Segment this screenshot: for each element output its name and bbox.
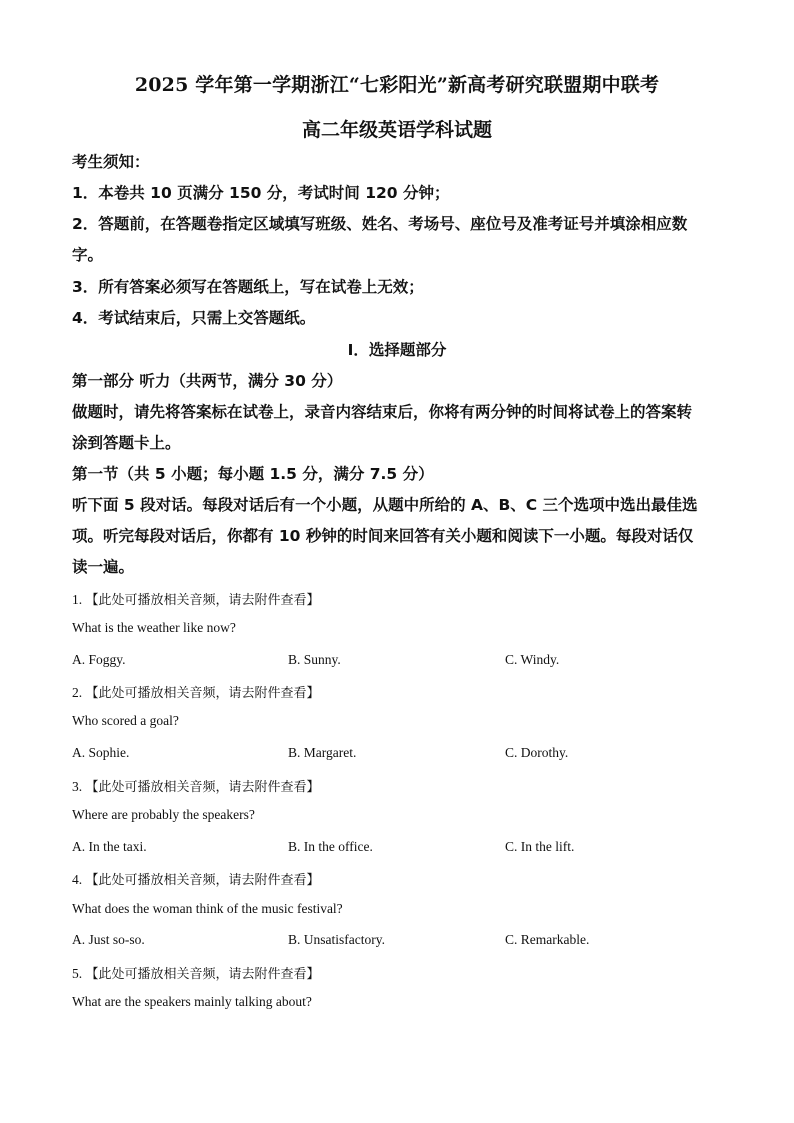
question-2-option-a: A. Sophie. <box>72 745 130 760</box>
notice-item-3: 3．所有答案必须写在答题纸上，写在试卷上无效； <box>72 278 424 296</box>
question-4-text: What does the woman think of the music festival? <box>72 901 343 916</box>
subsection1-instruction-1: 听下面 5 段对话。每段对话后有一个小题，从题中所给的 A、B、C 三个选项中选出最佳选 <box>72 496 698 514</box>
question-3-option-c: C. In the lift. <box>505 839 575 854</box>
exam-title: 2025 学年第一学期浙江“七彩阳光”新高考研究联盟期中联考 <box>134 74 660 96</box>
question-4-audio <box>72 869 320 888</box>
audio-placeholder: 【此处可播放相关音频，请去附件查看】 <box>85 967 320 982</box>
audio-placeholder: 【此处可播放相关音频，请去附件查看】 <box>85 780 320 795</box>
question-4-option-c: C. Remarkable. <box>505 932 590 947</box>
question-2-audio <box>72 682 320 701</box>
question-4-number: 4. <box>72 872 83 887</box>
question-2-option-b: B. Margaret. <box>288 745 357 760</box>
question-3-audio <box>72 776 320 795</box>
subsection1-heading: 第一节（共 5 小题；每小题 1.5 分，满分 7.5 分） <box>72 465 434 483</box>
notice-item-1: 1．本卷共 10 页满分 150 分，考试时间 120 分钟； <box>72 184 450 202</box>
question-1-number: 1. <box>72 592 83 607</box>
question-1-option-c: C. Windy. <box>505 652 560 667</box>
question-5-audio <box>72 963 320 982</box>
notice-item-2-cont: 字。 <box>72 246 104 264</box>
question-5-number: 5. <box>72 966 83 981</box>
part1-instruction-1: 做题时，请先将答案标在试卷上，录音内容结束后，你将有两分钟的时间将试卷上的答案转 <box>72 403 693 421</box>
question-2-text: Who scored a goal? <box>72 713 179 728</box>
question-1-option-a: A. Foggy. <box>72 652 126 667</box>
subsection1-instruction-3: 读一遍。 <box>72 558 135 576</box>
audio-placeholder: 【此处可播放相关音频，请去附件查看】 <box>85 686 320 701</box>
question-3-option-a: A. In the taxi. <box>72 839 147 854</box>
part1-heading: 第一部分 听力（共两节，满分 30 分） <box>72 372 343 390</box>
audio-placeholder: 【此处可播放相关音频，请去附件查看】 <box>85 873 320 888</box>
audio-placeholder: 【此处可播放相关音频，请去附件查看】 <box>85 593 320 608</box>
part1-instruction-2: 涂到答题卡上。 <box>72 434 181 452</box>
subsection1-instruction-2: 项。听完每段对话后，你都有 10 秒钟的时间来回答有关小题和阅读下一小题。每段对话仅 <box>72 527 694 545</box>
notice-heading: 考生须知： <box>72 153 150 171</box>
exam-subtitle: 高二年级英语学科试题 <box>301 119 492 141</box>
question-1-text: What is the weather like now? <box>72 620 236 635</box>
question-1-audio <box>72 589 320 608</box>
section-title: Ⅰ．选择题部分 <box>347 341 447 359</box>
question-4-option-b: B. Unsatisfactory. <box>288 932 385 947</box>
question-4-option-a: A. Just so-so. <box>72 932 145 947</box>
question-3-number: 3. <box>72 779 83 794</box>
notice-item-2: 2．答题前，在答题卷指定区域填写班级、姓名、考场号、座位号及准考证号并填涂相应数 <box>72 215 688 233</box>
question-1-option-b: B. Sunny. <box>288 652 341 667</box>
question-5-text: What are the speakers mainly talking about? <box>72 994 312 1009</box>
notice-item-4: 4．考试结束后，只需上交答题纸。 <box>72 309 316 327</box>
question-2-option-c: C. Dorothy. <box>505 745 569 760</box>
question-2-number: 2. <box>72 685 83 700</box>
question-3-option-b: B. In the office. <box>288 839 373 854</box>
question-3-text: Where are probably the speakers? <box>72 807 255 822</box>
